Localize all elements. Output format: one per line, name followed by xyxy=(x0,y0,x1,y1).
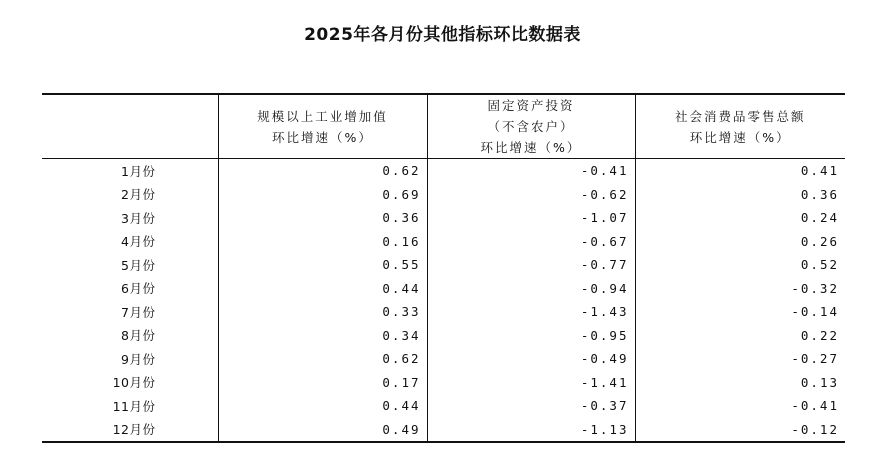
header-industry xyxy=(218,94,427,159)
investment-value-cell: -0.41 xyxy=(427,159,635,183)
retail-value-cell: 0.26 xyxy=(635,230,845,254)
month-cell: 6月份 xyxy=(121,281,156,297)
table-row xyxy=(42,324,845,348)
month-cell: 1月份 xyxy=(121,163,156,179)
retail-value-cell: -0.32 xyxy=(635,277,845,301)
header-retail-line-1: 社会消费品零售总额 xyxy=(674,108,806,124)
industry-value-cell: 0.44 xyxy=(218,277,427,301)
table-row xyxy=(42,418,845,443)
industry-value-cell: 0.16 xyxy=(218,230,427,254)
header-investment-line-1: 固定资产投资 xyxy=(487,98,575,113)
retail-value-cell: -0.14 xyxy=(635,300,845,324)
retail-value-cell: -0.41 xyxy=(635,394,845,418)
retail-value-cell: 0.22 xyxy=(635,324,845,348)
month-cell: 9月份 xyxy=(121,351,156,367)
header-retail-line-2: 环比增速（%） xyxy=(689,129,791,145)
retail-value-cell: -0.27 xyxy=(635,347,845,371)
month-cell: 7月份 xyxy=(121,304,156,320)
table-row xyxy=(42,183,845,207)
table-row xyxy=(42,347,845,371)
industry-value-cell: 0.17 xyxy=(218,371,427,395)
retail-value-cell: 0.13 xyxy=(635,371,845,395)
header-investment xyxy=(427,94,635,159)
page-title: 2025年各月份其他指标环比数据表 xyxy=(304,25,581,45)
table-row xyxy=(42,230,845,254)
header-investment-line-2: （不含农户） xyxy=(487,119,575,134)
table-row xyxy=(42,277,845,301)
table-body xyxy=(42,159,845,443)
investment-value-cell: -0.94 xyxy=(427,277,635,301)
month-cell: 4月份 xyxy=(121,234,156,250)
retail-value-cell: 0.24 xyxy=(635,206,845,230)
industry-value-cell: 0.36 xyxy=(218,206,427,230)
retail-value-cell: 0.52 xyxy=(635,253,845,277)
investment-value-cell: -0.67 xyxy=(427,230,635,254)
investment-value-cell: -0.37 xyxy=(427,394,635,418)
header-month xyxy=(42,94,218,159)
retail-value-cell: 0.41 xyxy=(635,159,845,183)
month-cell: 3月份 xyxy=(121,210,156,226)
header-investment-line-3: 环比增速（%） xyxy=(480,140,582,155)
industry-value-cell: 0.33 xyxy=(218,300,427,324)
retail-value-cell: -0.12 xyxy=(635,418,845,443)
month-cell: 10月份 xyxy=(112,375,156,391)
table-row xyxy=(42,253,845,277)
month-cell: 2月份 xyxy=(121,187,156,203)
industry-value-cell: 0.62 xyxy=(218,159,427,183)
table-row xyxy=(42,300,845,324)
investment-value-cell: -0.49 xyxy=(427,347,635,371)
investment-value-cell: -1.07 xyxy=(427,206,635,230)
retail-value-cell: 0.36 xyxy=(635,183,845,207)
header-industry-line-2: 环比增速（%） xyxy=(272,129,373,145)
industry-value-cell: 0.49 xyxy=(218,418,427,443)
investment-value-cell: -0.62 xyxy=(427,183,635,207)
data-table xyxy=(42,93,845,443)
investment-value-cell: -1.13 xyxy=(427,418,635,443)
industry-value-cell: 0.55 xyxy=(218,253,427,277)
table-row xyxy=(42,159,845,183)
month-cell: 12月份 xyxy=(112,422,156,438)
investment-value-cell: -1.41 xyxy=(427,371,635,395)
industry-value-cell: 0.34 xyxy=(218,324,427,348)
table-row xyxy=(42,206,845,230)
table-row xyxy=(42,394,845,418)
month-cell: 11月份 xyxy=(112,398,156,414)
industry-value-cell: 0.62 xyxy=(218,347,427,371)
month-cell: 8月份 xyxy=(121,328,156,344)
investment-value-cell: -0.95 xyxy=(427,324,635,348)
industry-value-cell: 0.44 xyxy=(218,394,427,418)
header-industry-line-1: 规模以上工业增加值 xyxy=(257,108,388,124)
header-row xyxy=(42,94,845,159)
header-retail xyxy=(635,94,845,159)
month-cell: 5月份 xyxy=(121,257,156,273)
industry-value-cell: 0.69 xyxy=(218,183,427,207)
table-row xyxy=(42,371,845,395)
investment-value-cell: -1.43 xyxy=(427,300,635,324)
investment-value-cell: -0.77 xyxy=(427,253,635,277)
